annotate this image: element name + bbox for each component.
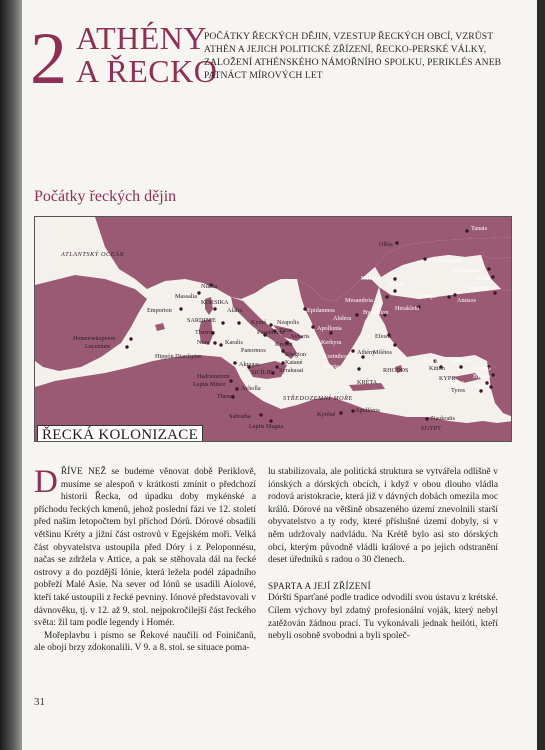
paragraph-intro-text: ŘÍVE NEŽ se budeme věnovat době Periklově, musíme se alespoň v krátkosti zmínit o předchozí historii Řecka, od úpadku doby mykénské a příchodu řeckých kmenů, jehož poslední fázi ve 12. století před naším letopočtem byl příchod Dórů. Dórové obsadili většinu Kréty a jižní část ostrovů v Egejském moři. Velká část obyvatelstva ustoupila před Dóry i z Peloponnésu, načas se zdržela v Attice, a pak se stěhovala dál na řecké ostrovy a do pozdější Iónie, která ležela podél západního pobřeží Malé Asie. Na sever od Iónů se usadili Aiolové, kteří také ustoupili z řecké pevniny. Iónové představovali v dávnověku, tj. v 12. až 9. stol. nejpokročilejší část řeckého světa: žil tam podle legendy i Homér. — [34, 467, 256, 629]
text-column-right — [268, 466, 498, 643]
map-label-tanais: Tanais — [471, 225, 488, 232]
map-label-syrakusai: Syrakusai — [279, 367, 304, 374]
map-label-rhodos: RHODOS — [383, 367, 409, 374]
chapter-title — [76, 22, 217, 88]
map-label-korinthos: Korinthos — [323, 353, 348, 360]
map-label-karalis: Karalis — [225, 339, 243, 346]
map-label-sparta: Sparta — [323, 363, 339, 370]
map-label-sabratha: Sabratha — [229, 413, 251, 420]
map-label-panormos: Panormos — [241, 347, 266, 354]
map-label-nikaia: Nikaia — [201, 283, 218, 290]
map-label-miletos: Milétos — [373, 349, 392, 356]
paragraph-sparta: Dóršti Sparťané podle tradice odvodili svou ústavu z krétské. Cílem výchovy byl zdatný profesionální voják, který nebyl zatěžován žádnou prací. Tu vykonávali jednak heilóti, kteří nebyli osobně svobodni a byli společ- — [268, 593, 498, 642]
map-label-salamis: Salamis — [451, 357, 471, 364]
map-label-leptis-minor: Leptis Minor — [193, 381, 226, 388]
map-label-abdera: Abdera — [333, 315, 352, 322]
dropcap: D — [34, 464, 58, 500]
chapter-subtitle: POČÁTKY ŘECKÝCH DĚJIN, VZESTUP ŘECKÝCH OBCÍ, VZRŮST ATHÉN A JEJICH POLITICKÉ ZŘÍZENÍ, ŘECKO-PERSKÉ VÁLKY, ZALOŽENÍ ATHÉNSKÉHO NÁMOŘNÍHO SPOLKU, PERIKLÉS ANEB PATNÁCT MÍROVÝCH LET — [204, 31, 502, 81]
land-iberia — [35, 275, 147, 371]
map-label-atlantic: ATLANTSKÝ OCEÁN — [61, 251, 125, 258]
map-label-sinope: Sinope — [419, 293, 437, 300]
map-label-leptis-magna: Leptis Magna — [249, 423, 284, 430]
chapter-number: 2 — [30, 18, 67, 100]
map-label-tomoi: Tomoi — [389, 281, 406, 288]
map-label-sybaris: Sybaris — [291, 333, 310, 340]
map-label-pantikapaion: Pantikapaion — [429, 257, 462, 264]
map-label-mediterranean: STŘEDOZEMNÍ MOŘE — [283, 395, 353, 402]
map-label-lucentum: Lucentum — [85, 343, 111, 350]
land-balearic — [155, 323, 165, 331]
colonization-map — [34, 216, 512, 442]
map-label-rhegion: Rhégion — [285, 351, 306, 358]
map-label-byzantion: Byzantion — [363, 309, 389, 316]
map-label-hadrumetum: Hadrumetum — [197, 373, 230, 380]
map-label-aradus: Aradus — [473, 365, 491, 372]
map-label-acholla: Acholla — [241, 385, 261, 392]
chapter-title-line2: A ŘECKO — [76, 53, 218, 89]
map-label-herakleia: Herakleia — [395, 305, 420, 312]
map-label-sicilie: SICÍLIE — [251, 369, 273, 376]
paragraph-continuation: lu stabilizovala, ale politická struktura se vytvářela odlišně v iónských a dórských obcích, i když v obou dlouho vládla rodová aristokracie, která již v dávných dobách omezila moc králů. Dórové na většině obsazeného území znevolnili starší obyvatelstvo a ty rody, které příslušné území dobyly, si v něm udržovaly nadvládu. Na Krétě bylo asi sto dórských obcí, kterým původně vládli králové a po jejich odstranění deset úředníků s radou o 30 členech. — [268, 467, 498, 566]
map-label-kreta: KRÉTA — [357, 379, 378, 386]
map-label-korsika: KORSIKA — [201, 299, 229, 306]
map-title: ŘECKÁ KOLONIZACE — [37, 425, 203, 442]
land-anatolia — [379, 287, 512, 369]
map-label-akragas: Akragas — [239, 361, 260, 368]
map-label-taras: Taras — [279, 327, 293, 334]
map-label-fasis: Fasis — [477, 275, 490, 282]
map-label-byblos: Byblos — [473, 373, 491, 380]
map-label-kyme: Kymé — [251, 319, 267, 326]
map-label-egypt: EGYPT — [421, 425, 441, 432]
map-label-thenai: Thenai — [217, 393, 235, 400]
map-label-naukratis: Naukratis — [431, 415, 456, 422]
map-label-sidon: Sidón — [475, 383, 490, 390]
map-label-mesambria: Mesambria — [345, 297, 373, 304]
map-label-hippon: Hippón Diarrhytos — [155, 353, 202, 360]
map-label-emporion: Emporion — [147, 307, 172, 314]
map-label-epidamnos: Epidamnos — [307, 307, 335, 314]
map-label-kerkyra: Kerkyra — [321, 339, 342, 346]
map-label-tharros: Tharros — [195, 329, 215, 336]
map-label-sardinie: SARDINIE — [187, 317, 216, 324]
map-label-nora: Nora — [197, 339, 210, 346]
section-heading: Počátky řeckých dějin — [34, 188, 177, 205]
map-label-massalia: Massalia — [175, 293, 197, 300]
map-label-tyros: Tyros — [451, 387, 466, 394]
page-number: 31 — [34, 696, 45, 708]
map-label-apollonia: Apollonia — [317, 325, 342, 332]
book-page — [22, 0, 537, 750]
map-label-trapezus: Trapezus — [467, 285, 490, 292]
map-label-berytos: Bérytos — [445, 379, 465, 386]
map-label-dioskurias: Dioskurias — [453, 267, 480, 274]
map-label-neapolis: Neapolis — [277, 319, 299, 326]
map-label-faselis: Fasélis — [423, 357, 441, 364]
map-label-poseidonia: Poseidonia — [257, 329, 285, 336]
map-label-kallatis: Kallatis — [361, 275, 381, 282]
map-label-alalia: Alalia — [227, 307, 243, 314]
paragraph-intro — [34, 466, 256, 630]
map-label-athenai: Athény — [357, 349, 376, 356]
map-label-efesos: Efesos — [375, 333, 392, 340]
map-label-kition: Kitión — [429, 365, 445, 372]
map-label-apollonia-africa: Apollónia — [355, 407, 380, 414]
map-label-hemeroskopeion: Hemeroskopeion — [73, 335, 116, 342]
map-label-kypr: KYPR — [439, 375, 456, 382]
paragraph-seafaring: Mořeplavbu i písmo se Řekové naučili od Foiničanů, ale obojí brzy zdokonalili. V 9. a 8. stol. se situace poma- — [34, 630, 256, 654]
text-column-left — [34, 466, 256, 655]
map-label-olbia: Olbia — [379, 241, 393, 248]
map-label-amisos: Amisos — [457, 297, 476, 304]
page-edge-shadow — [0, 0, 22, 750]
chapter-title-line1: ATHÉNY — [76, 20, 207, 56]
subheading-sparta: SPARTA A JEJÍ ZŘÍZENÍ — [268, 580, 371, 591]
map-label-kroton: Krotón — [275, 341, 293, 348]
map-label-kyrene: Kyréné — [317, 411, 336, 418]
map-label-katane: Katané — [285, 359, 303, 366]
